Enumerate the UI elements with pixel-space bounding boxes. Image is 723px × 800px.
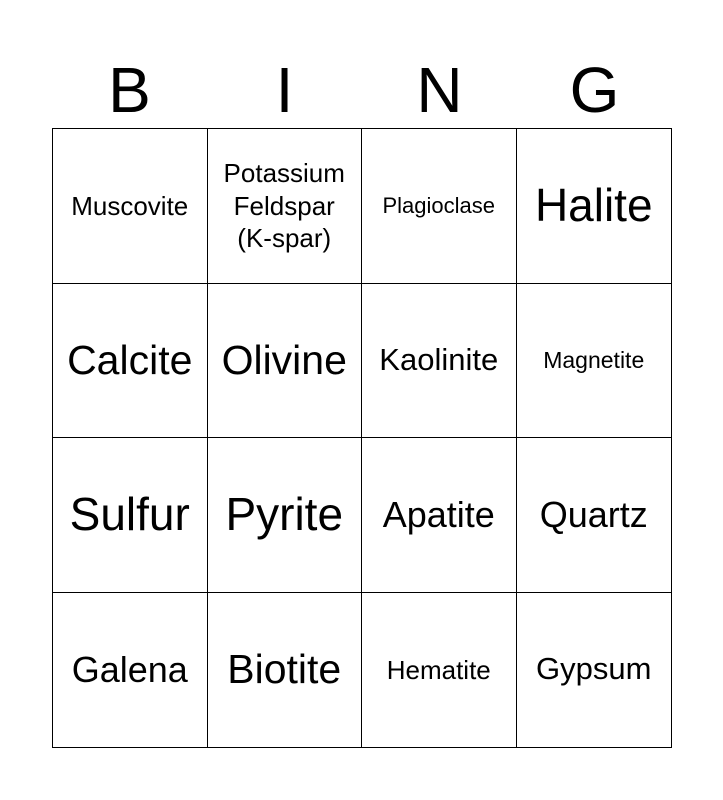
bingo-cell-pyrite[interactable]: Pyrite xyxy=(208,438,363,593)
bingo-cell-quartz[interactable]: Quartz xyxy=(517,438,672,593)
bingo-cell-halite[interactable]: Halite xyxy=(517,129,672,284)
header-letter-g: G xyxy=(569,54,620,126)
bingo-cell-gypsum[interactable]: Gypsum xyxy=(536,651,652,687)
bingo-cell-olivine[interactable]: Olivine xyxy=(208,284,363,439)
bingo-cell-galena[interactable]: Galena xyxy=(53,593,208,748)
bingo-cell-potassium-feldspar[interactable]: Potassium Feldspar (K-spar) xyxy=(208,129,363,284)
bingo-cell-muscovite[interactable]: Muscovite xyxy=(53,129,208,284)
bingo-cell-sulfur[interactable]: Sulfur xyxy=(53,438,208,593)
bingo-cell-magnetite[interactable]: Magnetite xyxy=(517,284,672,439)
header-letter-b: B xyxy=(108,54,151,126)
bingo-cell-biotite[interactable]: Biotite xyxy=(208,593,363,748)
bingo-header xyxy=(52,52,672,128)
bingo-board xyxy=(52,128,672,748)
bingo-cell-hematite[interactable]: Hematite xyxy=(362,593,517,748)
bingo-cell-calcite[interactable]: Calcite xyxy=(53,284,208,439)
bingo-cell-plagioclase[interactable]: Plagioclase xyxy=(362,129,517,284)
header-letter-i: I xyxy=(275,54,294,126)
bingo-cell-kaolinite[interactable]: Kaolinite xyxy=(362,284,517,439)
header-letter-n: N xyxy=(416,54,463,126)
bingo-cell-apatite[interactable]: Apatite xyxy=(362,438,517,593)
